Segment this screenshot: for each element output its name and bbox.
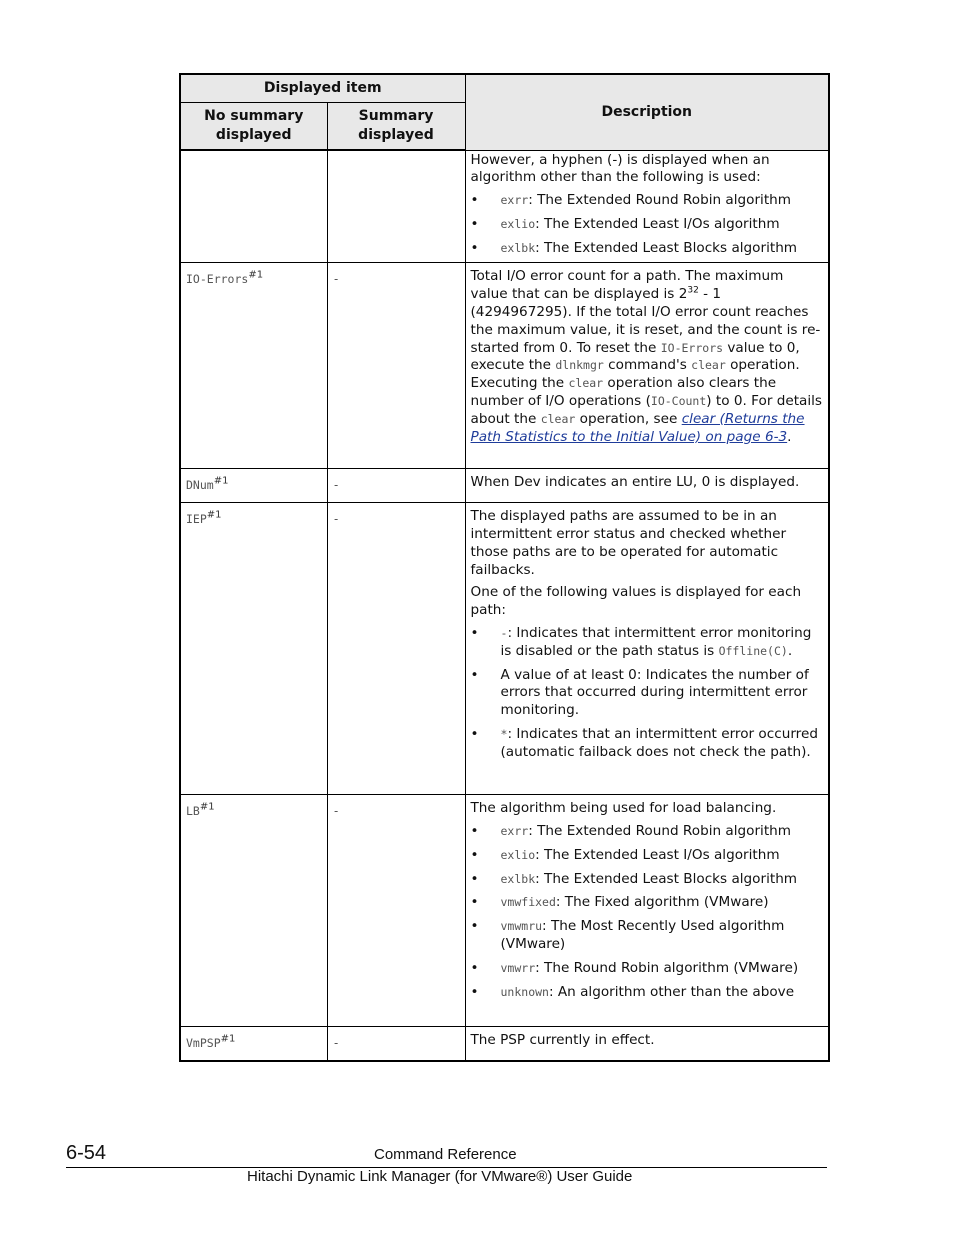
item-text: : The Extended Least Blocks algorithm <box>535 239 798 256</box>
item-name: LB <box>186 804 200 819</box>
cell-description <box>465 503 829 795</box>
list-item <box>471 240 824 258</box>
algorithm-list <box>471 823 824 1001</box>
item-name-cell <box>180 469 327 503</box>
list-item: • exrr: The Extended Round Robin algorithm <box>470 823 792 840</box>
list-item: • vmwrr: The Round Robin algorithm (VMware) <box>470 959 799 976</box>
list-item: • -: Indicates that intermittent error monitoring is disabled or the path status is Offline(C). <box>470 625 812 659</box>
bullet-icon: • <box>470 666 479 683</box>
cell-description <box>465 263 829 469</box>
bullet-icon: • <box>470 846 479 863</box>
summary-cell <box>327 503 465 795</box>
bullet-icon: • <box>470 983 479 1000</box>
summary-value: - <box>332 478 340 493</box>
exponent: 32 <box>687 285 699 296</box>
footnote-mark: #1 <box>248 269 264 281</box>
footer-section-title: Command Reference <box>374 1146 517 1163</box>
item-name: IO-Errors <box>186 272 249 287</box>
clear-reference-link[interactable]: clear (Returns the Path Statistics to the Initial Value) on page 6-3 <box>470 410 805 445</box>
item-name-cell <box>180 1027 327 1061</box>
cell-description <box>465 150 829 263</box>
description-text: However, a hyphen (-) is displayed when an algorithm other than the following is used: <box>470 151 770 186</box>
list-item: • unknown: An algorithm other than the above <box>470 983 795 1000</box>
cell-empty <box>180 150 327 263</box>
bullet-icon: • <box>470 625 479 642</box>
list-item <box>471 216 824 234</box>
item-name: VmPSP <box>186 1036 221 1051</box>
list-item: • exlio: The Extended Least I/Os algorithm <box>470 846 780 863</box>
cell-description <box>465 795 829 1027</box>
bullet-icon: • <box>470 894 479 911</box>
code-text: exrr <box>500 193 529 208</box>
bullet-icon: • <box>470 239 479 256</box>
summary-cell <box>327 795 465 1027</box>
table-row-iep <box>180 503 829 795</box>
bullet-icon: • <box>470 215 479 232</box>
bullet-icon: • <box>470 959 479 976</box>
summary-cell <box>327 263 465 469</box>
summary-value: - <box>332 804 340 819</box>
bullet-icon: • <box>470 918 479 935</box>
header-displayed-item: Displayed item <box>180 74 465 103</box>
footnote-mark: #1 <box>213 475 229 487</box>
summary-cell <box>327 469 465 503</box>
list-item: • vmwmru: The Most Recently Used algorithm (VMware) <box>470 918 785 953</box>
item-name-cell <box>180 503 327 795</box>
header-summary: Summary displayed <box>327 103 465 151</box>
cell-description <box>465 1027 829 1061</box>
bullet-icon: • <box>470 726 479 743</box>
item-name-cell <box>180 263 327 469</box>
summary-value: - <box>332 272 340 287</box>
header-description: Description <box>465 74 829 150</box>
footnote-mark: #1 <box>220 1033 236 1045</box>
list-item: • A value of at least 0: Indicates the number of errors that occurred during intermittent error monitoring. <box>470 666 809 719</box>
summary-cell <box>327 1027 465 1061</box>
algorithm-list <box>471 192 824 257</box>
table-row-lb <box>180 795 829 1027</box>
footer-guide-title: Hitachi Dynamic Link Manager (for VMware®) User Guide <box>247 1168 633 1185</box>
value-list <box>471 625 824 762</box>
code-text: exlbk <box>500 240 536 255</box>
cell-description <box>465 469 829 503</box>
description-text: When Dev indicates an entire LU, 0 is displayed. <box>470 474 800 491</box>
footnote-mark: #1 <box>199 801 215 813</box>
description-text: The PSP currently in effect. <box>470 1032 655 1049</box>
summary-value: - <box>332 512 340 527</box>
item-text: : The Extended Round Robin algorithm <box>528 192 792 209</box>
list-item: • vmwfixed: The Fixed algorithm (VMware) <box>470 894 769 911</box>
bullet-icon: • <box>470 192 479 209</box>
footnote-mark: #1 <box>206 509 222 521</box>
bullet-icon: • <box>470 823 479 840</box>
item-text: : The Extended Least I/Os algorithm <box>535 215 780 232</box>
description-text: The algorithm being used for load balancing. <box>470 800 777 817</box>
item-name: IEP <box>186 512 207 527</box>
item-name-cell <box>180 795 327 1027</box>
table-row-io-errors <box>180 263 829 469</box>
description-text: One of the following values is displayed for each path: <box>470 584 802 619</box>
page-number: 6-54 <box>66 1142 107 1164</box>
list-item <box>471 192 824 210</box>
bullet-icon: • <box>470 870 479 887</box>
list-item: • exlbk: The Extended Least Blocks algorithm <box>470 870 798 887</box>
displayed-items-table <box>179 73 830 1062</box>
list-item: • *: Indicates that an intermittent error occurred (automatic failback does not check the path). <box>470 726 818 760</box>
description-text: The displayed paths are assumed to be in an intermittent error status and checked whether those paths are to be operated for automatic failbacks. <box>470 508 787 578</box>
table-row-continuation <box>180 150 829 263</box>
cell-empty <box>327 150 465 263</box>
table-row-vmpsp <box>180 1027 829 1061</box>
code-text: exlio <box>500 216 536 231</box>
header-no-summary: No summary displayed <box>180 103 327 151</box>
description-text: Total I/O error count for a path. The maximum value that can be displayed is $2^{32} - 1$ (4294967295). If the total I/O error count reaches the maximum value, it is reset, and the count is re-started from 0. To reset the IO-Errors value to 0, execute the dlnkmgr command's clear operation. Executing the clear operation also clears the number of I/O operations (IO-Count) to 0. For details about the clear operation, see clear (Returns the Path Statistics to the Initial Value) on page 6-3. <box>470 268 823 445</box>
summary-value: - <box>332 1036 340 1051</box>
item-name: DNum <box>186 478 214 493</box>
table-row-dnum <box>180 469 829 503</box>
